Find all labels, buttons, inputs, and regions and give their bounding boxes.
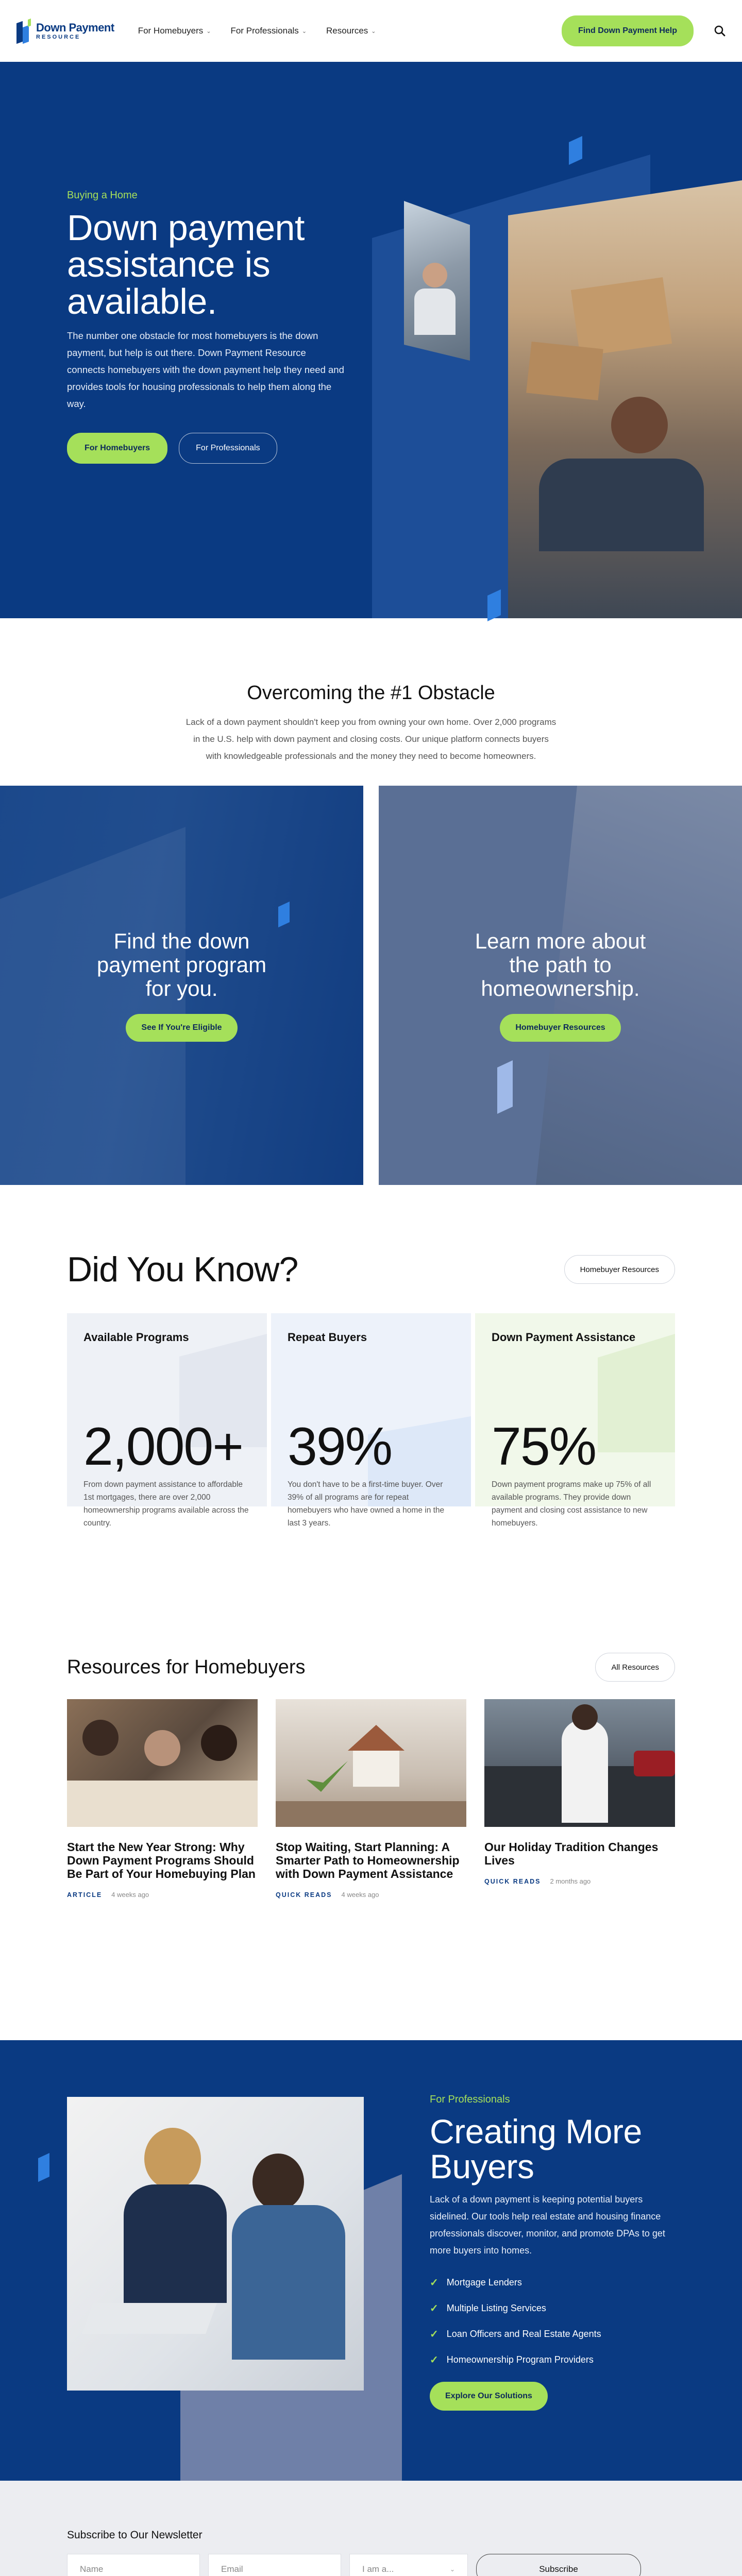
chevron-down-icon: ⌄ — [301, 28, 307, 35]
professionals-section — [0, 2040, 742, 2481]
newsletter-title: Subscribe to Our Newsletter — [67, 2529, 203, 2541]
pros-accent — [38, 2153, 49, 2182]
resources-section — [0, 1546, 742, 2040]
chevron-down-icon: ⌄ — [206, 28, 211, 35]
search-icon[interactable] — [714, 25, 726, 37]
role-select[interactable]: I am a... ⌄ — [349, 2554, 468, 2576]
find-help-button[interactable]: Find Down Payment Help — [562, 15, 694, 46]
resource-card-type: QUICK READS — [276, 1891, 332, 1899]
stat-text: You don't have to be a first-time buyer. Over 39% of all programs are for repeat homebuyers who have owned a home in the last 3 years. — [288, 1480, 445, 1528]
pros-list-item: ✓ Mortgage Lenders — [430, 2277, 522, 2289]
hero-title: Down payment assistance is available. — [67, 208, 305, 321]
resource-card[interactable] — [484, 1699, 675, 1899]
obstacle-section — [0, 618, 742, 786]
obstacle-title: Overcoming the #1 Obstacle — [247, 682, 495, 704]
resource-card-image — [67, 1699, 258, 1827]
stat-label: Repeat Buyers — [288, 1331, 367, 1344]
hero-body: The number one obstacle for most homebuyers is the down payment, but help is out there. Down Payment Resource connects homebuyers with the down payment help they need and provides tools for housing professionals to help them along the way. — [67, 330, 344, 410]
for-professionals-button[interactable]: For Professionals — [179, 433, 277, 464]
resource-card[interactable] — [276, 1699, 466, 1899]
explore-solutions-button[interactable]: Explore Our Solutions — [430, 2382, 548, 2411]
check-icon: ✓ — [430, 2354, 439, 2366]
resource-card[interactable] — [67, 1699, 258, 1899]
hero-kicker: Buying a Home — [67, 190, 138, 201]
stat-card — [271, 1313, 471, 1528]
find-program-title: Find the down payment program for you. — [96, 928, 267, 1001]
stat-label: Available Programs — [83, 1331, 189, 1344]
resource-card-image — [484, 1699, 675, 1827]
all-resources-button[interactable]: All Resources — [595, 1653, 675, 1682]
pros-list-item: ✓ Loan Officers and Real Estate Agents — [430, 2328, 601, 2340]
nav-resources[interactable]: Resources ⌄ — [326, 26, 376, 36]
check-icon: ✓ — [430, 2277, 439, 2289]
did-you-know-title: Did You Know? — [67, 1250, 298, 1289]
stat-text: From down payment assistance to affordable 1st mortgages, there are over 2,000 homeownership programs available across the country. — [83, 1480, 249, 1528]
homebuyer-resources-tile-button[interactable]: Homebuyer Resources — [500, 1014, 620, 1042]
hero-accent-top — [569, 136, 582, 165]
pros-photo — [67, 2097, 364, 2391]
pros-kicker: For Professionals — [430, 2094, 510, 2105]
logo-wordmark: Down Payment — [36, 21, 114, 34]
obstacle-body: Lack of a down payment shouldn't keep you from owning your own home. Over 2,000 programs in the U.S. help with down payment and closing costs. Our unique platform connects buyers with knowledgeable professionals and the money they need to become homeowners. — [185, 717, 556, 761]
stat-value: 75% — [492, 1417, 596, 1477]
nav-for-homebuyers[interactable]: For Homebuyers ⌄ — [138, 26, 211, 36]
resource-card-type: QUICK READS — [484, 1877, 541, 1885]
resource-card-title: Start the New Year Strong: Why Down Payment Programs Should Be Part of Your Homebuying Plan — [67, 1840, 256, 1880]
resource-card-date: 4 weeks ago — [341, 1891, 379, 1899]
resource-card-date: 2 months ago — [550, 1877, 591, 1885]
stat-card — [67, 1313, 267, 1528]
pros-body: Lack of a down payment is keeping potential buyers sidelined. Our tools help real estate and housing finance professionals discover, monitor, and promote DPAs to get more buyers into homes. — [430, 2194, 665, 2256]
nav-for-professionals[interactable]: For Professionals ⌄ — [230, 26, 307, 36]
cta-tiles — [0, 786, 742, 1185]
chevron-down-icon: ⌄ — [371, 28, 376, 35]
pros-list — [430, 2269, 677, 2372]
stat-label: Down Payment Assistance — [492, 1331, 636, 1344]
hero-section — [0, 62, 742, 618]
see-if-eligible-button[interactable]: See If You're Eligible — [126, 1014, 237, 1042]
check-icon: ✓ — [430, 2328, 439, 2340]
pros-list-item: ✓ Homeownership Program Providers — [430, 2354, 594, 2366]
stat-card — [475, 1313, 675, 1528]
email-field[interactable]: Email — [208, 2554, 341, 2576]
pros-title: Creating More Buyers — [430, 2112, 642, 2185]
resources-title: Resources for Homebuyers — [67, 1656, 306, 1678]
stat-text: Down payment programs make up 75% of all available programs. They provide down payment and closing cost assistance to new homebuyers. — [492, 1480, 651, 1528]
main-nav — [138, 26, 376, 36]
site-header — [0, 0, 742, 62]
logo[interactable] — [16, 19, 114, 43]
logo-icon — [16, 19, 32, 43]
resource-card-type: ARTICLE — [67, 1891, 103, 1899]
resource-card-title: Our Holiday Tradition Changes Lives — [484, 1840, 659, 1867]
homebuyer-resources-button[interactable]: Homebuyer Resources — [564, 1255, 675, 1284]
learn-path-tile — [379, 786, 742, 1185]
find-program-tile — [0, 786, 363, 1185]
resource-card-title: Stop Waiting, Start Planning: A Smarter Path to Homeownership with Down Payment Assistance — [276, 1840, 460, 1880]
newsletter-section — [0, 2481, 742, 2576]
for-homebuyers-button[interactable]: For Homebuyers — [67, 433, 167, 464]
stat-value: 2,000+ — [83, 1417, 243, 1477]
resource-card-image — [276, 1699, 466, 1827]
resource-card-date: 4 weeks ago — [111, 1891, 149, 1899]
check-icon: ✓ — [430, 2302, 439, 2314]
name-field[interactable]: Name — [67, 2554, 200, 2576]
chevron-down-icon: ⌄ — [449, 2566, 455, 2573]
stat-value: 39% — [288, 1417, 392, 1477]
subscribe-button[interactable]: Subscribe — [476, 2554, 641, 2576]
logo-subtitle: RESOURCE — [36, 33, 81, 40]
pros-list-item: ✓ Multiple Listing Services — [430, 2302, 546, 2314]
did-you-know-section — [0, 1185, 742, 1546]
hero-photo-small — [404, 201, 470, 361]
learn-path-title: Learn more about the path to homeownership. — [475, 928, 646, 1001]
hero-photo-main — [508, 180, 742, 618]
